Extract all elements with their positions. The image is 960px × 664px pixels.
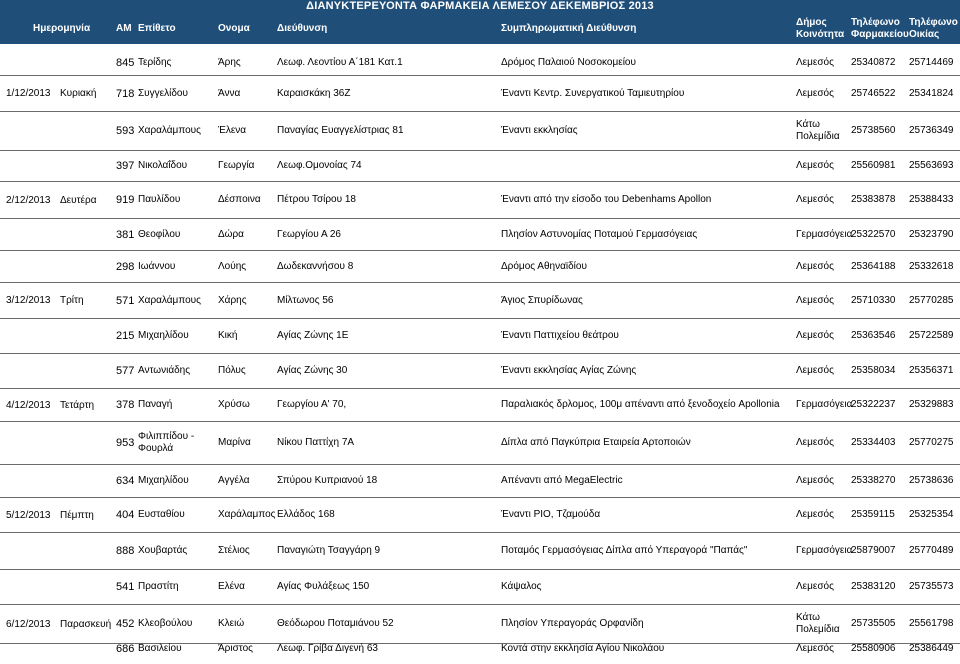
home-phone-cell: 25329883 (909, 399, 954, 410)
header-date: Ημερομηνία (33, 22, 91, 34)
address-cell: Μίλτωνος 56 (277, 294, 334, 306)
address-cell: Σπύρου Κυπριανού 18 (277, 475, 378, 486)
day-group (0, 389, 106, 421)
am-cell: 634 (116, 475, 135, 487)
name-cell: Άννα (218, 87, 241, 99)
am-cell: 397 (116, 160, 135, 172)
header-home-phone-line1: Τηλέφωνο (909, 16, 958, 28)
home-phone-cell: 25770275 (909, 437, 954, 448)
header-pharmacy-phone (851, 13, 909, 44)
surname-cell: Φιλιππίδου - Φουρλά (138, 431, 195, 454)
pharmacy-phone-cell: 25383878 (851, 194, 896, 205)
day-date: 2/12/2013 (6, 194, 51, 206)
am-cell: 381 (116, 228, 135, 241)
pharmacy-phone-cell: 25364188 (851, 260, 896, 272)
home-phone-cell: 25332618 (909, 260, 954, 272)
extra-address-cell: Παραλιακός δρλομος, 100μ απέναντι από ξενοδοχείο Apollonia (501, 399, 780, 410)
municipality-cell: Λεμεσός (796, 365, 834, 376)
header-name: Ονομα (218, 22, 250, 34)
header-extra-address: Συμπληρωματική Διεύθυνση (501, 22, 637, 34)
header-municipality-line2: Κοινότητα (796, 28, 845, 40)
pharmacy-phone-cell: 25338270 (851, 475, 896, 486)
address-cell: Γεωργίου Α 26 (277, 228, 341, 240)
municipality-cell: Γερμασόγεια (796, 228, 853, 240)
header-surname: Επίθετο (138, 22, 176, 34)
surname-cell: Χουβαρτάς (138, 545, 188, 556)
table-row (0, 76, 960, 112)
name-cell: Στέλιος (218, 545, 250, 556)
day-group (0, 182, 106, 218)
municipality-cell: Κάτω Πολεμίδια (796, 612, 840, 635)
name-cell: Χαράλαμπος (218, 509, 276, 520)
home-phone-cell: 25714469 (909, 56, 954, 68)
municipality-cell: Λεμεσός (796, 643, 834, 654)
home-phone-cell: 25722589 (909, 330, 954, 341)
home-phone-cell: 25735573 (909, 581, 954, 592)
am-cell: 593 (116, 125, 135, 137)
day-date: 3/12/2013 (6, 295, 51, 306)
extra-address-cell: Έναντι Κεντρ. Συνεργατικού Ταμιευτηρίου (501, 87, 685, 99)
header-home-phone (909, 13, 958, 44)
surname-cell: Πραστίτη (138, 581, 179, 592)
am-cell: 404 (116, 509, 135, 521)
name-cell: Έλενα (218, 125, 247, 136)
table-row (0, 283, 960, 319)
day-name: Κυριακή (60, 88, 97, 99)
municipality-cell: Λεμεσός (796, 56, 834, 68)
home-phone-cell: 25325354 (909, 509, 954, 520)
day-date: 1/12/2013 (6, 88, 51, 99)
municipality-cell: Γερμασόγεια (796, 399, 853, 410)
surname-cell: Παναγή (138, 399, 173, 410)
header-municipality (796, 13, 844, 44)
day-group (0, 605, 112, 643)
address-cell: Αγίας Ζώνης 30 (277, 365, 348, 376)
surname-cell: Θεοφίλου (138, 228, 181, 240)
header-home-phone-line2: Οικίας (909, 28, 940, 40)
pharmacy-phone-cell: 25334403 (851, 437, 896, 448)
pharmacy-phone-cell: 25358034 (851, 365, 896, 376)
name-cell: Άριστος (218, 643, 253, 654)
table-row (0, 570, 960, 605)
surname-cell: Κλεοβούλου (138, 618, 193, 629)
am-cell: 571 (116, 294, 135, 307)
name-cell: Ελένα (218, 581, 245, 592)
home-phone-cell: 25386449 (909, 643, 954, 654)
extra-address-cell: Έναντι PIO, Τζαμούδα (501, 509, 601, 520)
page-title: ΔΙΑΝΥΚΤΕΡΕΥΟΝΤΑ ΦΑΡΜΑΚΕΙΑ ΛΕΜΕΣΟΥ ΔΕΚΕΜΒΡΙΟΣ 2013 (0, 0, 960, 13)
surname-cell: Μιχαηλίδου (138, 475, 189, 486)
header-am: ΑΜ (116, 22, 132, 34)
address-cell: Λεωφ.Ομονοίας 74 (277, 160, 362, 171)
surname-cell: Νικολαΐδου (138, 160, 188, 171)
pharmacy-phone-cell: 25322570 (851, 228, 896, 240)
municipality-cell: Λεμεσός (796, 87, 834, 99)
am-cell: 298 (116, 260, 135, 273)
am-cell: 845 (116, 56, 135, 69)
home-phone-cell: 25770489 (909, 545, 954, 556)
day-date: 5/12/2013 (6, 509, 51, 521)
municipality-cell: Γερμασόγεια (796, 545, 853, 556)
address-cell: Παναγιώτη Τσαγγάρη 9 (277, 545, 381, 556)
table-row (0, 251, 960, 283)
name-cell: Γεωργία (218, 160, 255, 171)
name-cell: Μαρίνα (218, 437, 251, 448)
am-cell: 686 (116, 643, 135, 655)
day-group (0, 498, 106, 532)
day-date: 4/12/2013 (6, 399, 51, 411)
day-name: Τρίτη (60, 295, 84, 306)
surname-cell: Χαραλάμπους (138, 125, 201, 136)
surname-cell: Αντωνιάδης (138, 365, 191, 376)
extra-address-cell: Έναντι εκκλησίας Αγίας Ζώνης (501, 365, 637, 376)
address-cell: Πέτρου Τσίρου 18 (277, 194, 356, 205)
name-cell: Πόλυς (218, 365, 246, 376)
address-cell: Παναγίας Ευαγγελίστριας 81 (277, 125, 404, 136)
municipality-cell: Λεμεσός (796, 437, 834, 448)
am-cell: 888 (116, 545, 135, 557)
home-phone-cell: 25736349 (909, 125, 954, 136)
am-cell: 541 (116, 581, 135, 593)
extra-address-cell: Πλησίον Υπεραγοράς Ορφανίδη (501, 618, 644, 629)
municipality-cell: Λεμεσός (796, 294, 834, 306)
am-cell: 953 (116, 437, 135, 449)
municipality-cell: Κάτω Πολεμίδια (796, 119, 840, 142)
day-name: Πέμπτη (60, 509, 94, 521)
home-phone-cell: 25770285 (909, 294, 954, 306)
name-cell: Λούης (218, 260, 247, 272)
surname-cell: Ευσταθίου (138, 509, 185, 520)
address-cell: Καραισκάκη 36Ζ (277, 87, 351, 99)
pharmacy-phone-cell: 25359115 (851, 509, 895, 520)
table-row (0, 498, 960, 533)
surname-cell: Ιωάννου (138, 260, 176, 272)
name-cell: Κλειώ (218, 618, 245, 629)
address-cell: Λεωφ. Γρίβα Διγενή 63 (277, 643, 378, 654)
name-cell: Άρης (218, 56, 241, 68)
am-cell: 919 (116, 194, 135, 206)
pharmacy-phone-cell: 25746522 (851, 87, 896, 99)
table-header (0, 13, 960, 44)
table-row (0, 50, 960, 76)
extra-address-cell: Κάψαλος (501, 581, 542, 592)
day-date: 6/12/2013 (6, 618, 51, 630)
pharmacy-phone-cell: 25363546 (851, 330, 896, 341)
surname-cell: Μιχαηλίδου (138, 330, 189, 341)
pharmacy-phone-cell: 25322237 (851, 399, 896, 410)
extra-address-cell: Δρόμος Αθηναϊδίου (501, 260, 587, 272)
name-cell: Χρύσω (218, 399, 250, 410)
table-row (0, 319, 960, 354)
municipality-cell: Λεμεσός (796, 330, 834, 341)
municipality-cell: Λεμεσός (796, 509, 834, 520)
am-cell: 378 (116, 399, 135, 411)
extra-address-cell: Άγιος Σπυρίδωνας (501, 294, 583, 306)
pharmacy-phone-cell: 25879007 (851, 545, 896, 556)
am-cell: 452 (116, 618, 135, 630)
table-row (0, 644, 960, 656)
extra-address-cell: Κοντά στην εκκλησία Αγίου Νικολάου (501, 643, 665, 654)
municipality-cell: Λεμεσός (796, 475, 834, 486)
pharmacy-phone-cell: 25580906 (851, 643, 896, 654)
day-name: Παρασκευή (60, 618, 112, 630)
municipality-cell: Λεμεσός (796, 260, 834, 272)
extra-address-cell: Πλησίον Αστυνομίας Ποταμού Γερμασόγειας (501, 228, 698, 240)
home-phone-cell: 25356371 (909, 365, 954, 376)
table-row (0, 465, 960, 498)
am-cell: 215 (116, 330, 135, 342)
table-row (0, 182, 960, 219)
header-municipality-line1: Δήμος (796, 16, 827, 28)
extra-address-cell: Έναντι από την είσοδο του Debenhams Apollon (501, 194, 712, 205)
address-cell: Γεωργίου Α' 70, (277, 399, 347, 410)
day-group (0, 283, 106, 318)
table-row (0, 112, 960, 151)
surname-cell: Χαραλάμπους (138, 294, 201, 306)
table-row (0, 354, 960, 389)
am-cell: 718 (116, 87, 135, 100)
address-cell: Νίκου Παττίχη 7Α (277, 437, 355, 448)
header-pharmacy-phone-line1: Τηλέφωνο (851, 16, 900, 28)
pharmacy-phone-cell: 25383120 (851, 581, 896, 592)
table-row (0, 389, 960, 422)
home-phone-cell: 25388433 (909, 194, 954, 205)
address-cell: Αγίας Φυλάξεως 150 (277, 581, 370, 592)
day-name: Τετάρτη (60, 399, 95, 411)
home-phone-cell: 25738636 (909, 475, 954, 486)
pharmacy-phone-cell: 25738560 (851, 125, 896, 136)
extra-address-cell: Έναντι εκκλησίας (501, 125, 578, 136)
extra-address-cell: Δρόμος Παλαιού Νοσοκομείου (501, 56, 636, 68)
pharmacy-phone-cell: 25710330 (851, 294, 896, 306)
table-row (0, 219, 960, 251)
surname-cell: Τερίδης (138, 56, 172, 68)
address-cell: Δωδεκαννήσου 8 (277, 260, 354, 272)
home-phone-cell: 25563693 (909, 160, 954, 171)
municipality-cell: Λεμεσός (796, 581, 834, 592)
name-cell: Αγγέλα (218, 475, 250, 486)
am-cell: 577 (116, 365, 135, 377)
municipality-cell: Λεμεσός (796, 160, 834, 171)
table-row (0, 151, 960, 182)
table-row (0, 533, 960, 570)
surname-cell: Συγγελίδου (138, 87, 188, 99)
header-pharmacy-phone-line2: Φαρμακείου (851, 28, 909, 40)
surname-cell: Βασιλείου (138, 643, 182, 654)
day-group (0, 76, 106, 111)
pharmacy-phone-cell: 25340872 (851, 56, 896, 68)
municipality-cell: Λεμεσός (796, 194, 834, 205)
name-cell: Κική (218, 330, 238, 341)
table-row (0, 422, 960, 465)
address-cell: Λεωφ. Λεοντίου Α΄181 Κατ.1 (277, 56, 403, 68)
address-cell: Θεόδωρου Ποταμιάνου 52 (277, 618, 394, 629)
pharmacy-phone-cell: 25560981 (851, 160, 896, 171)
home-phone-cell: 25561798 (909, 618, 954, 629)
home-phone-cell: 25323790 (909, 228, 954, 240)
surname-cell: Παυλίδου (138, 194, 181, 205)
extra-address-cell: Δίπλα από Παγκύπρια Εταιρεία Αρτοποιών (501, 437, 691, 448)
home-phone-cell: 25341824 (909, 87, 954, 99)
extra-address-cell: Ποταμός Γερμασόγειας Δίπλα από Υπεραγορά "Παπάς" (501, 545, 748, 556)
address-cell: Αγίας Ζώνης 1Ε (277, 330, 349, 341)
extra-address-cell: Έναντι Παττιχείου θεάτρου (501, 330, 619, 341)
header-address: Διεύθυνση (277, 22, 328, 34)
address-cell: Ελλάδος 168 (277, 509, 335, 520)
pharmacy-phone-cell: 25735505 (851, 618, 896, 629)
name-cell: Δέσποινα (218, 194, 261, 205)
name-cell: Δώρα (218, 228, 244, 240)
day-name: Δευτέρα (60, 194, 97, 206)
name-cell: Χάρης (218, 294, 247, 306)
extra-address-cell: Απέναντι από MegaElectric (501, 475, 623, 486)
